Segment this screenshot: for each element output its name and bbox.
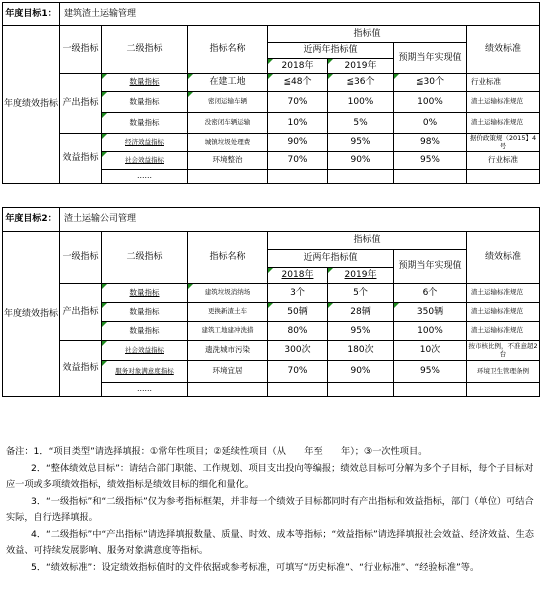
level2-cell: 数量指标 — [102, 113, 188, 134]
standard-header: 绩效标准 — [467, 26, 540, 74]
level2-cell: 数量指标 — [102, 303, 188, 322]
level2-cell: 数量指标 — [102, 74, 188, 92]
value-2019-cell: 95% — [328, 134, 394, 152]
indicator-name-cell: 环境整治 — [188, 152, 268, 170]
expected-value-cell: 95% — [394, 361, 467, 383]
value-2019-cell: 5个 — [328, 284, 394, 303]
expected-value-cell: 6个 — [394, 284, 467, 303]
indicator-name-cell: 更换新渣土车 — [188, 303, 268, 322]
goal-2-value: 渣土运输公司管理 — [60, 208, 540, 232]
goal-1-value: 建筑渣土运输管理 — [60, 3, 540, 26]
expected-header: 预期当年实现值 — [394, 250, 467, 284]
standard-cell: 环境卫生管理条例 — [467, 361, 540, 383]
indicator-name-header: 指标名称 — [188, 26, 268, 74]
standard-cell: 行业标准 — [467, 74, 540, 92]
recent-two-years-header: 近两年指标值 — [268, 250, 394, 268]
output-indicators-label: 产出指标 — [60, 74, 102, 134]
value-2019-cell: 100% — [328, 92, 394, 113]
goal-1-label: 年度目标1： — [3, 3, 60, 26]
value-2018-cell: 80% — [268, 322, 328, 341]
level2-cell: 经济效益指标 — [102, 134, 188, 152]
level1-header: 一级指标 — [60, 232, 102, 284]
note-1: 备注：1．“项目类型”请选择填报：①常年性项目；②延续性项目（从 年至 年）；③一次性项目。 — [6, 446, 428, 457]
indicator-name-cell: 城镇垃圾处理费 — [188, 134, 268, 152]
annual-indicators-label: 年度绩效指标 — [3, 26, 60, 184]
indicator-name-cell: 遗洗城市污染 — [188, 341, 268, 361]
level2-header: 二级指标 — [102, 232, 188, 284]
expected-value-cell: 10次 — [394, 341, 467, 361]
note-5: 5．“绩效标准”：设定绩效指标值时的文件依据或参考标准，可填写“历史标准”、“行业标准”、“经验标准”等。 — [31, 561, 480, 573]
ellipsis-cell: …… — [102, 383, 188, 397]
standard-cell: 渣土运输标准规范 — [467, 322, 540, 341]
value-2019-cell: ≦36个 — [328, 74, 394, 92]
indicator-name-header: 指标名称 — [188, 232, 268, 284]
expected-value-cell: 100% — [394, 92, 467, 113]
level2-cell: 服务对象满意度指标 — [102, 361, 188, 383]
value-2018-cell: 50辆 — [268, 303, 328, 322]
value-2019-cell: 28辆 — [328, 303, 394, 322]
indicator-name-cell: 建筑垃圾消纳场 — [188, 284, 268, 303]
expected-header: 预期当年实现值 — [394, 43, 467, 74]
expected-value-cell: 98% — [394, 134, 467, 152]
year-2019-header: 2019年 — [328, 268, 394, 284]
indicator-name-cell: 没密闭车辆运输 — [188, 113, 268, 134]
level2-cell: 数量指标 — [102, 92, 188, 113]
indicator-value-header: 指标值 — [268, 26, 467, 43]
note-4: 4．“二级指标”中“产出指标”请选择填报数量、质量、时效、成本等指标；“效益指标”请选择填报社会效益、经济效益、生态效益、可持续发展影响、服务对象满意度等指标。 — [6, 528, 534, 556]
year-2018-header: 2018年 — [268, 268, 328, 284]
value-2018-cell: 70% — [268, 152, 328, 170]
benefit-indicators-label: 效益指标 — [60, 341, 102, 397]
standard-header: 绩效标准 — [467, 232, 540, 284]
indicator-value-header: 指标值 — [268, 232, 467, 250]
expected-value-cell: 350辆 — [394, 303, 467, 322]
goal-2-label: 年度目标2： — [3, 208, 60, 232]
value-2018-cell: 10% — [268, 113, 328, 134]
year-2019-header: 2019年 — [328, 59, 394, 74]
performance-table-goal-2 — [2, 207, 540, 397]
standard-cell: 渣土运输标准规范 — [467, 284, 540, 303]
indicator-name-cell: 环境宜居 — [188, 361, 268, 383]
standard-cell: 据价政策规（2015】4号 — [467, 134, 540, 152]
expected-value-cell: ≦30个 — [394, 74, 467, 92]
recent-two-years-header: 近两年指标值 — [268, 43, 394, 59]
standard-cell: 按市核比例，不准意超2台 — [467, 341, 540, 361]
indicator-name-cell: 建筑工地建冲洗措 — [188, 322, 268, 341]
value-2018-cell: 70% — [268, 361, 328, 383]
expected-value-cell: 100% — [394, 322, 467, 341]
note-2: 2．“整体绩效总目标”：请结合部门职能、工作规划、项目支出投向等编报；绩效总目标可分解为多个子目标，每个子目标对应一项或多项绩效指标，绩效指标是绩效目标的细化和量化。 — [6, 462, 534, 490]
note-3: 3．“一级指标”和“二级指标”仅为参考指标框架，并非每一个绩效子目标都同时有产出指标和效益指标，部门（单位）可结合实际，自行选择填报。 — [6, 495, 534, 523]
value-2018-cell: 90% — [268, 134, 328, 152]
level2-cell: 社会效益指标 — [102, 341, 188, 361]
standard-cell: 行业标准 — [467, 152, 540, 170]
value-2019-cell: 90% — [328, 152, 394, 170]
value-2019-cell: 180次 — [328, 341, 394, 361]
standard-cell: 渣土运输标准规范 — [467, 303, 540, 322]
value-2018-cell: ≦48个 — [268, 74, 328, 92]
benefit-indicators-label: 效益指标 — [60, 134, 102, 184]
level2-cell: 社会效益指标 — [102, 152, 188, 170]
level2-cell: 数量指标 — [102, 284, 188, 303]
value-2019-cell: 95% — [328, 322, 394, 341]
expected-value-cell: 95% — [394, 152, 467, 170]
output-indicators-label: 产出指标 — [60, 284, 102, 341]
ellipsis-cell: …… — [102, 170, 188, 184]
level2-cell: 数量指标 — [102, 322, 188, 341]
level2-header: 二级指标 — [102, 26, 188, 74]
year-2018-header: 2018年 — [268, 59, 328, 74]
value-2018-cell: 70% — [268, 92, 328, 113]
level1-header: 一级指标 — [60, 26, 102, 74]
annual-indicators-label: 年度绩效指标 — [3, 232, 60, 397]
performance-table-goal-1 — [2, 2, 540, 184]
indicator-name-cell: 密闭运输车辆 — [188, 92, 268, 113]
value-2018-cell: 3个 — [268, 284, 328, 303]
value-2018-cell: 300次 — [268, 341, 328, 361]
standard-cell: 渣土运输标准规范 — [467, 113, 540, 134]
value-2019-cell: 90% — [328, 361, 394, 383]
standard-cell: 渣土运输标准规范 — [467, 92, 540, 113]
value-2019-cell: 5% — [328, 113, 394, 134]
indicator-name-cell: 在建工地 — [188, 74, 268, 92]
expected-value-cell: 0% — [394, 113, 467, 134]
notes-section — [6, 444, 536, 576]
